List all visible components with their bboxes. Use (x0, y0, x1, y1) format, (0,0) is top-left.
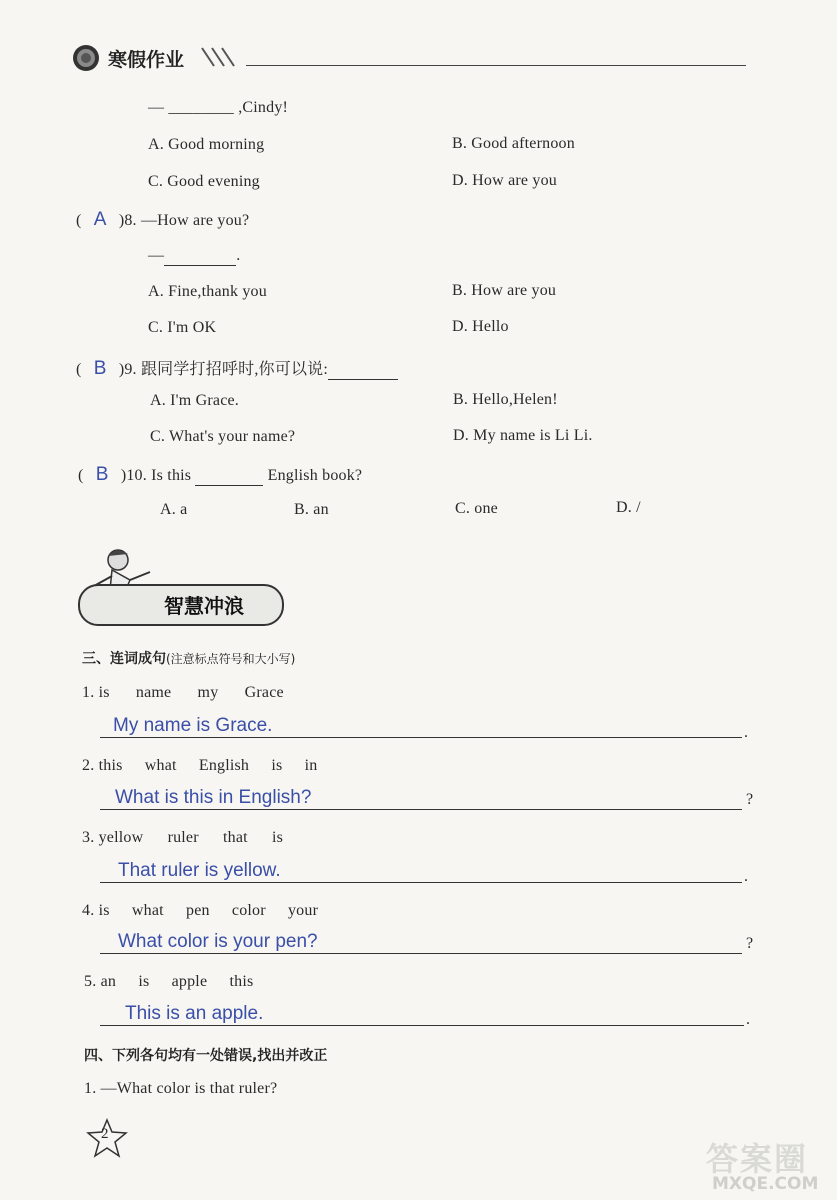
s3-item3-answer-line (100, 882, 742, 883)
q8-stem: 8. —How are you? (124, 212, 250, 229)
q8-blank-line (164, 247, 236, 266)
section3-title: 三、连词成句 (82, 651, 166, 667)
s3-item5-word: apple (171, 973, 208, 990)
s3-item3-word: that (222, 829, 248, 846)
header-rule (246, 65, 746, 66)
banner-label: 智慧冲浪 (164, 594, 244, 618)
s3-item1-word: my (197, 684, 219, 701)
section3-note: (注意标点符号和大小写) (166, 652, 296, 666)
q10-paren-close: ) (120, 467, 127, 484)
q8-period: . (236, 247, 241, 264)
q10-option-d: D. / (616, 499, 641, 516)
q10-option-b: B. an (294, 501, 329, 518)
s3-item2-answer: What is this in English? (115, 787, 312, 808)
q9-option-c: C. What's your name? (150, 428, 296, 445)
s3-item3-word: is (271, 829, 284, 846)
s3-item4-end: ? (746, 935, 754, 952)
q9-blank-line (328, 361, 398, 380)
s3-item4-word: color (231, 902, 266, 919)
s3-item1-word: Grace (244, 684, 284, 701)
s3-item5-answer: This is an apple. (125, 1003, 264, 1024)
s3-item4-word: what (131, 902, 164, 919)
s3-item1-word: is (98, 684, 110, 701)
s3-item2-word: this (98, 757, 123, 774)
s3-item2-answer-line (100, 809, 742, 810)
s3-item4-prompt (82, 902, 318, 920)
s3-item2-word: is (271, 757, 283, 774)
s3-item4-word: your (287, 902, 319, 919)
s3-item5-end: . (746, 1011, 751, 1028)
s3-item1-answer-line (100, 737, 742, 738)
q9-option-b: B. Hello,Helen! (453, 391, 558, 408)
s3-item5-word: this (229, 973, 254, 990)
section4-item1: 1. —What color is that ruler? (84, 1080, 278, 1097)
s3-item1-prompt (82, 684, 284, 702)
s3-item2-end: ? (746, 791, 754, 808)
s3-item5-prompt (84, 973, 253, 991)
q8-row (76, 209, 249, 231)
q9-paren-open: ( (76, 361, 82, 378)
s3-item1-end: . (744, 724, 749, 741)
header-slash-decoration-icon (198, 46, 248, 68)
s3-item2-word: what (144, 757, 177, 774)
q8-dash: — (148, 247, 165, 264)
s3-item5-answer-line (100, 1025, 744, 1026)
page-number: 2 (101, 1126, 109, 1142)
q9-stem: 9. 跟同学打招呼时,你可以说: (124, 361, 328, 378)
q9-paren-close: ) (118, 361, 125, 378)
q8-option-b: B. How are you (452, 282, 557, 299)
q9-answer: B (93, 358, 107, 379)
s3-item2-word: English (198, 757, 250, 774)
s3-item3-end: . (744, 868, 749, 885)
q7-option-b: B. Good afternoon (452, 135, 575, 152)
q7-dash-line: — ________ ,Cindy! (148, 99, 289, 116)
q9-row (76, 356, 398, 380)
s3-item3-answer: That ruler is yellow. (118, 860, 281, 881)
s3-item3-prompt (82, 829, 283, 847)
s3-item5-word: an (100, 973, 117, 990)
q9-option-d: D. My name is Li Li. (453, 427, 593, 444)
s3-item4-word: is (98, 902, 110, 919)
s3-item4-answer-line (100, 953, 742, 954)
q10-stem-after: English book? (267, 467, 363, 484)
q10-option-c: C. one (455, 500, 498, 517)
q8-option-d: D. Hello (452, 318, 509, 335)
s3-item3-word: ruler (167, 829, 199, 846)
q10-answer: B (95, 464, 109, 485)
header-badge-icon (72, 44, 100, 72)
q9-option-a: A. I'm Grace. (150, 392, 239, 409)
s3-item4-word: pen (186, 902, 210, 919)
q7-option-d: D. How are you (452, 172, 557, 189)
s3-item5-word: is (138, 973, 150, 990)
s3-item1-answer: My name is Grace. (113, 715, 273, 736)
s3-item2-number: 2. (82, 757, 95, 774)
section4-heading: 四、下列各句均有一处错误,找出并改正 (84, 1048, 328, 1064)
watermark-logo: 答案圈 (706, 1140, 809, 1178)
q8-paren-close: ) (118, 212, 125, 229)
q10-paren-open: ( (78, 467, 84, 484)
q8-answer: A (93, 209, 107, 230)
watermark-url: MXQE.COM (712, 1174, 819, 1194)
q8-option-a: A. Fine,thank you (148, 283, 267, 300)
s3-item1-number: 1. (82, 684, 95, 701)
header-title: 寒假作业 (108, 49, 185, 71)
s3-item3-word: yellow (98, 829, 144, 846)
s3-item4-answer: What color is your pen? (118, 931, 318, 952)
s3-item2-word: in (304, 757, 318, 774)
s3-item3-number: 3. (82, 829, 95, 846)
s3-item5-number: 5. (84, 973, 97, 990)
section3-heading (82, 648, 295, 668)
q8-option-c: C. I'm OK (148, 319, 217, 336)
s3-item1-word: name (135, 684, 172, 701)
q8-paren-open: ( (76, 212, 82, 229)
q7-option-a: A. Good morning (148, 136, 265, 153)
q8-answer-blank (148, 247, 240, 266)
q10-option-a: A. a (160, 501, 188, 518)
s3-item4-number: 4. (82, 902, 95, 919)
s3-item2-prompt (82, 757, 317, 775)
q10-row (78, 464, 362, 486)
q10-stem-before: 10. Is this (126, 467, 192, 484)
q10-blank-line (195, 467, 263, 486)
q7-option-c: C. Good evening (148, 173, 260, 190)
